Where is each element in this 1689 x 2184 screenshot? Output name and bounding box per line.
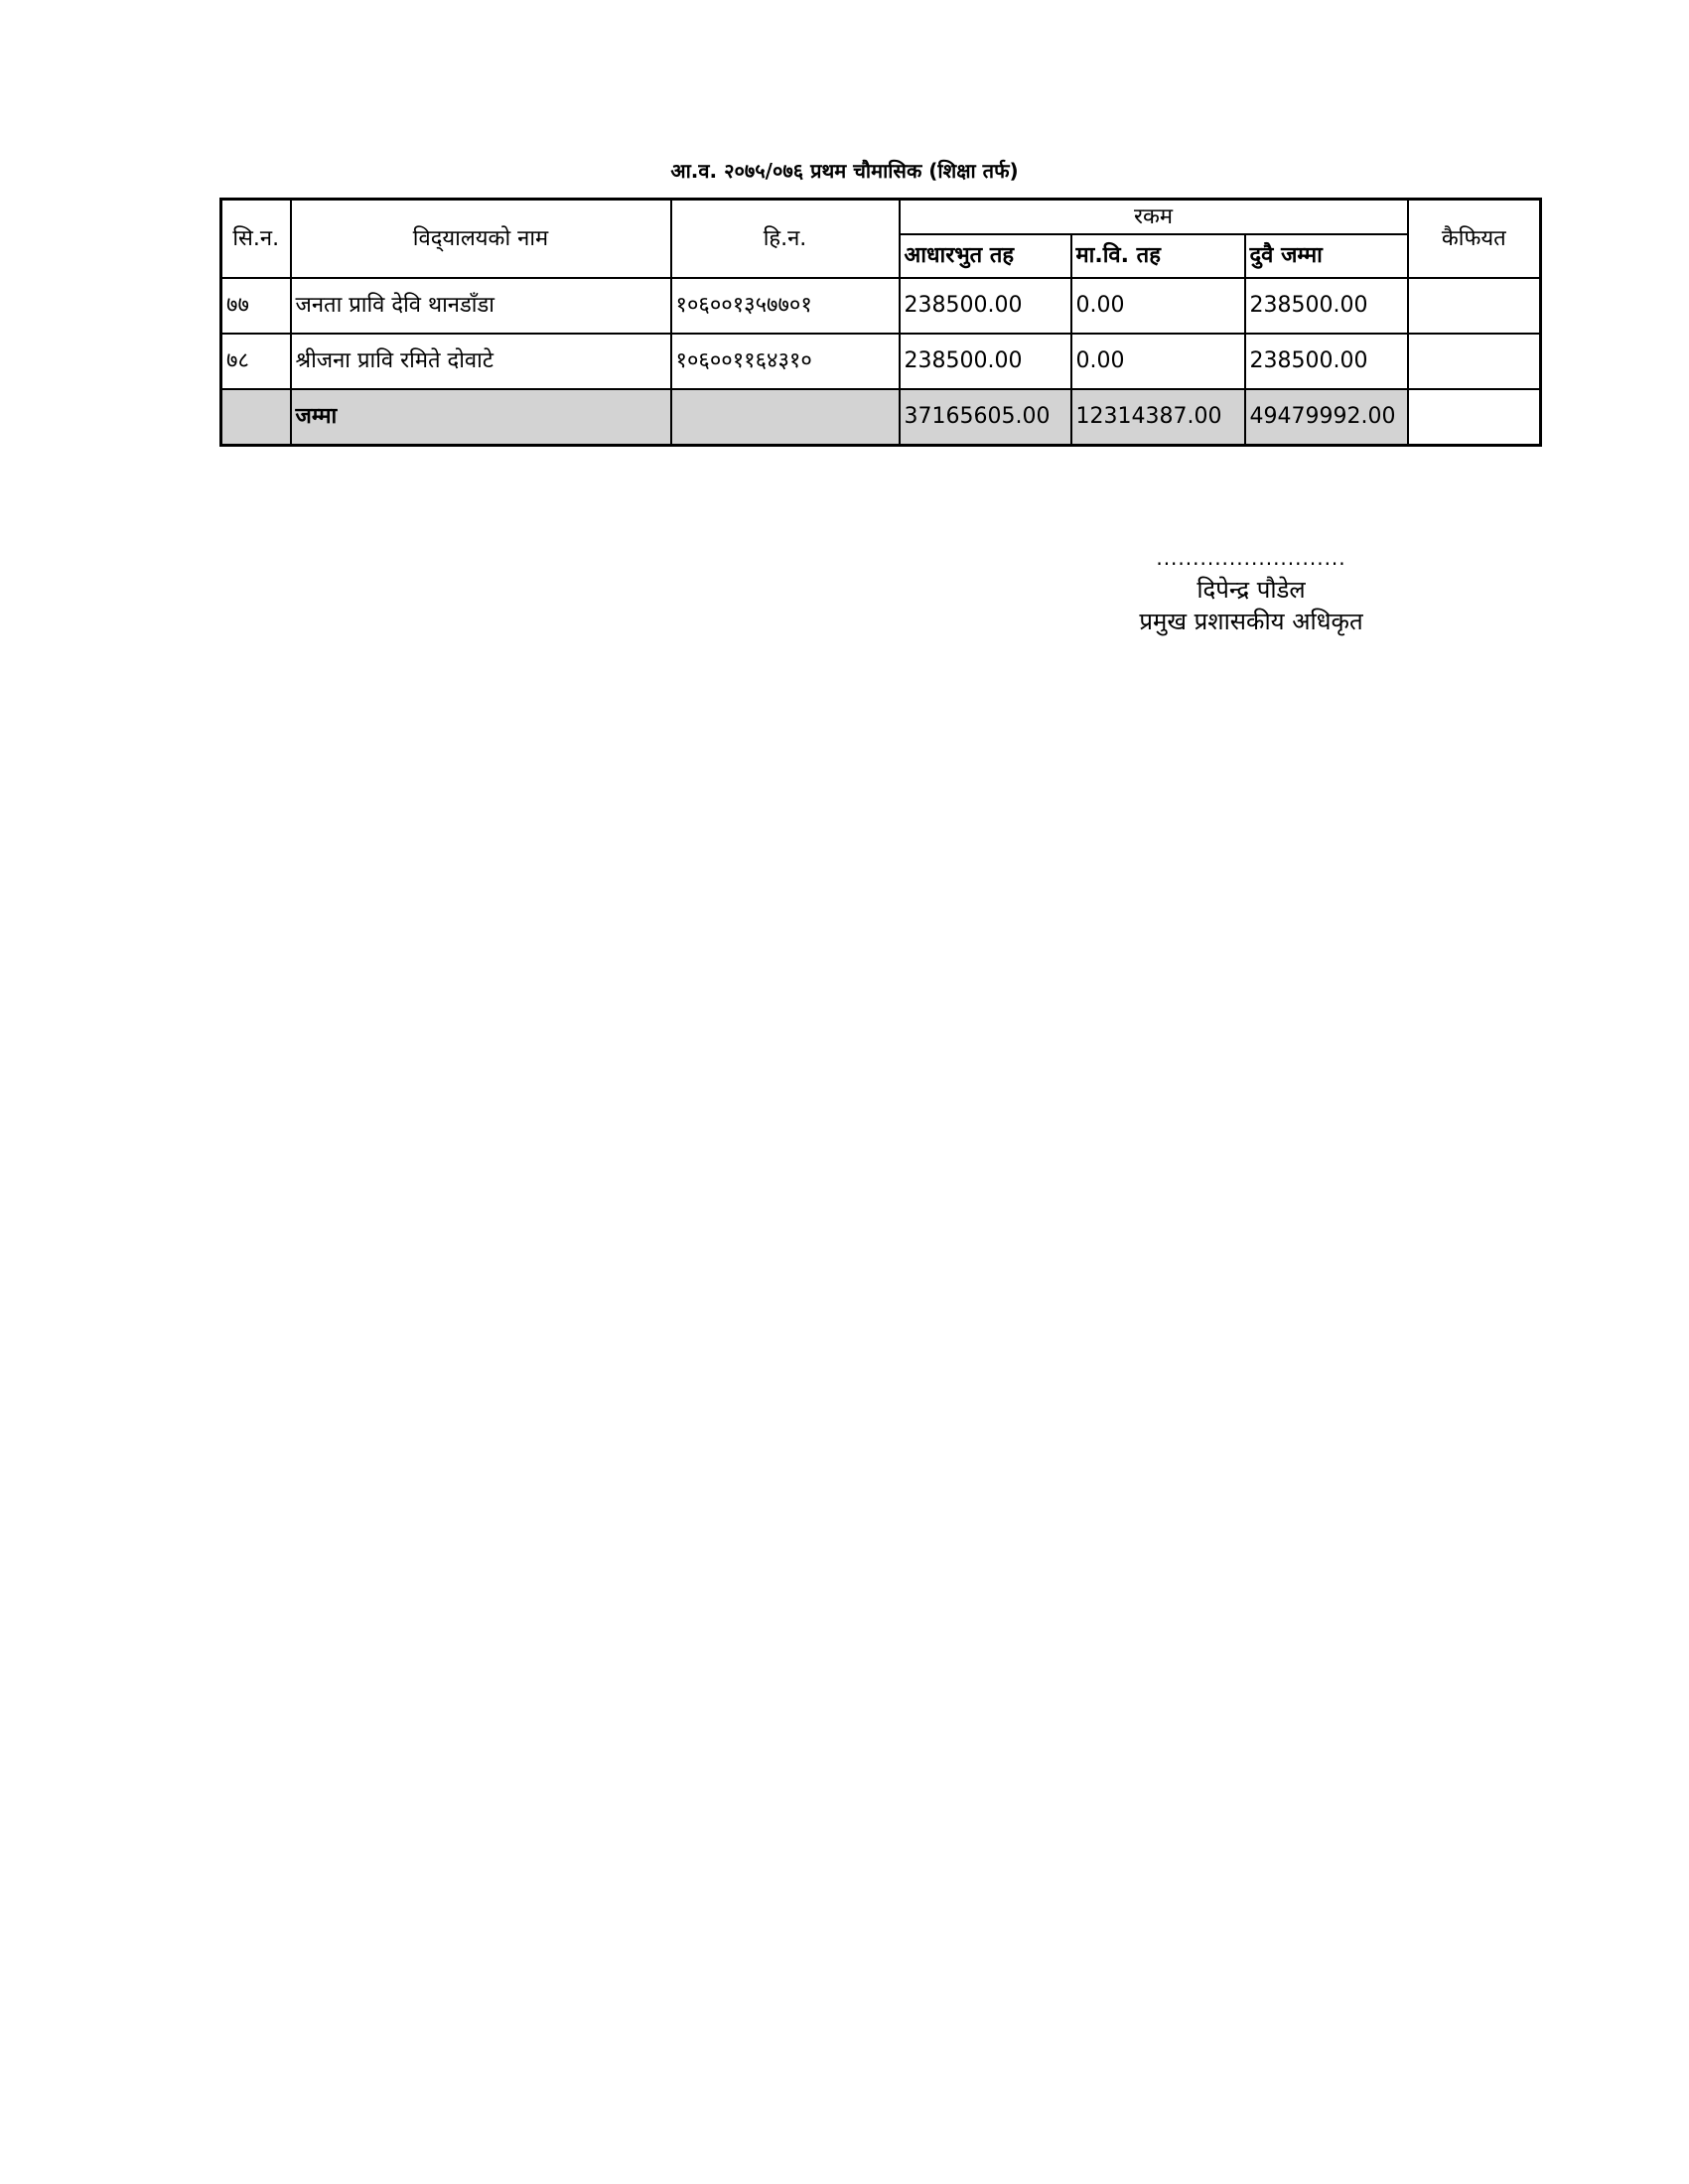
total-account-blank (671, 389, 900, 446)
document-title: आ.व. २०७५/०७६ प्रथम चौमासिक (शिक्षा तर्फ) (670, 159, 1019, 183)
cell-secondary-level: 0.00 (1071, 278, 1245, 334)
table-row (221, 334, 1541, 389)
signature-line: .......................... (1156, 546, 1346, 570)
header-remarks: कैफियत (1408, 200, 1541, 279)
cell-both-total: 238500.00 (1245, 334, 1408, 389)
total-secondary-level: 12314387.00 (1071, 389, 1245, 446)
cell-school-name: श्रीजना प्रावि रमिते दोवाटे (291, 334, 671, 389)
allocation-table (219, 198, 1542, 447)
signatory-name: दिपेन्द्र पौडेल (1196, 576, 1306, 604)
cell-remarks (1408, 334, 1541, 389)
table-row (221, 278, 1541, 334)
header-row-top (221, 200, 1541, 235)
total-label: जम्मा (291, 389, 671, 446)
signatory-designation: प्रमुख प्रशासकीय अधिकृत (1139, 608, 1363, 635)
total-serial-blank (221, 389, 291, 446)
cell-school-name: जनता प्रावि देवि थानडाँडा (291, 278, 671, 334)
header-school-name: विद्‌यालयको नाम (291, 200, 671, 279)
cell-serial: ७७ (221, 278, 291, 334)
header-both-total: दुवै जम्मा (1245, 234, 1408, 278)
header-account-no: हि.न. (671, 200, 900, 279)
cell-account-no: १०६००१३५७७०१ (671, 278, 900, 334)
total-row (221, 389, 1541, 446)
cell-basic-level: 238500.00 (900, 334, 1071, 389)
cell-secondary-level: 0.00 (1071, 334, 1245, 389)
cell-serial: ७८ (221, 334, 291, 389)
header-amount-group: रकम (900, 200, 1408, 235)
total-remarks-blank (1408, 389, 1541, 446)
total-basic-level: 37165605.00 (900, 389, 1071, 446)
cell-basic-level: 238500.00 (900, 278, 1071, 334)
header-secondary-level: मा.वि. तह (1071, 234, 1245, 278)
header-serial: सि.न. (221, 200, 291, 279)
total-both-total: 49479992.00 (1245, 389, 1408, 446)
header-basic-level: आधारभुत तह (900, 234, 1071, 278)
cell-both-total: 238500.00 (1245, 278, 1408, 334)
signature-block (1082, 542, 1420, 637)
cell-remarks (1408, 278, 1541, 334)
cell-account-no: १०६००११६४३१० (671, 334, 900, 389)
